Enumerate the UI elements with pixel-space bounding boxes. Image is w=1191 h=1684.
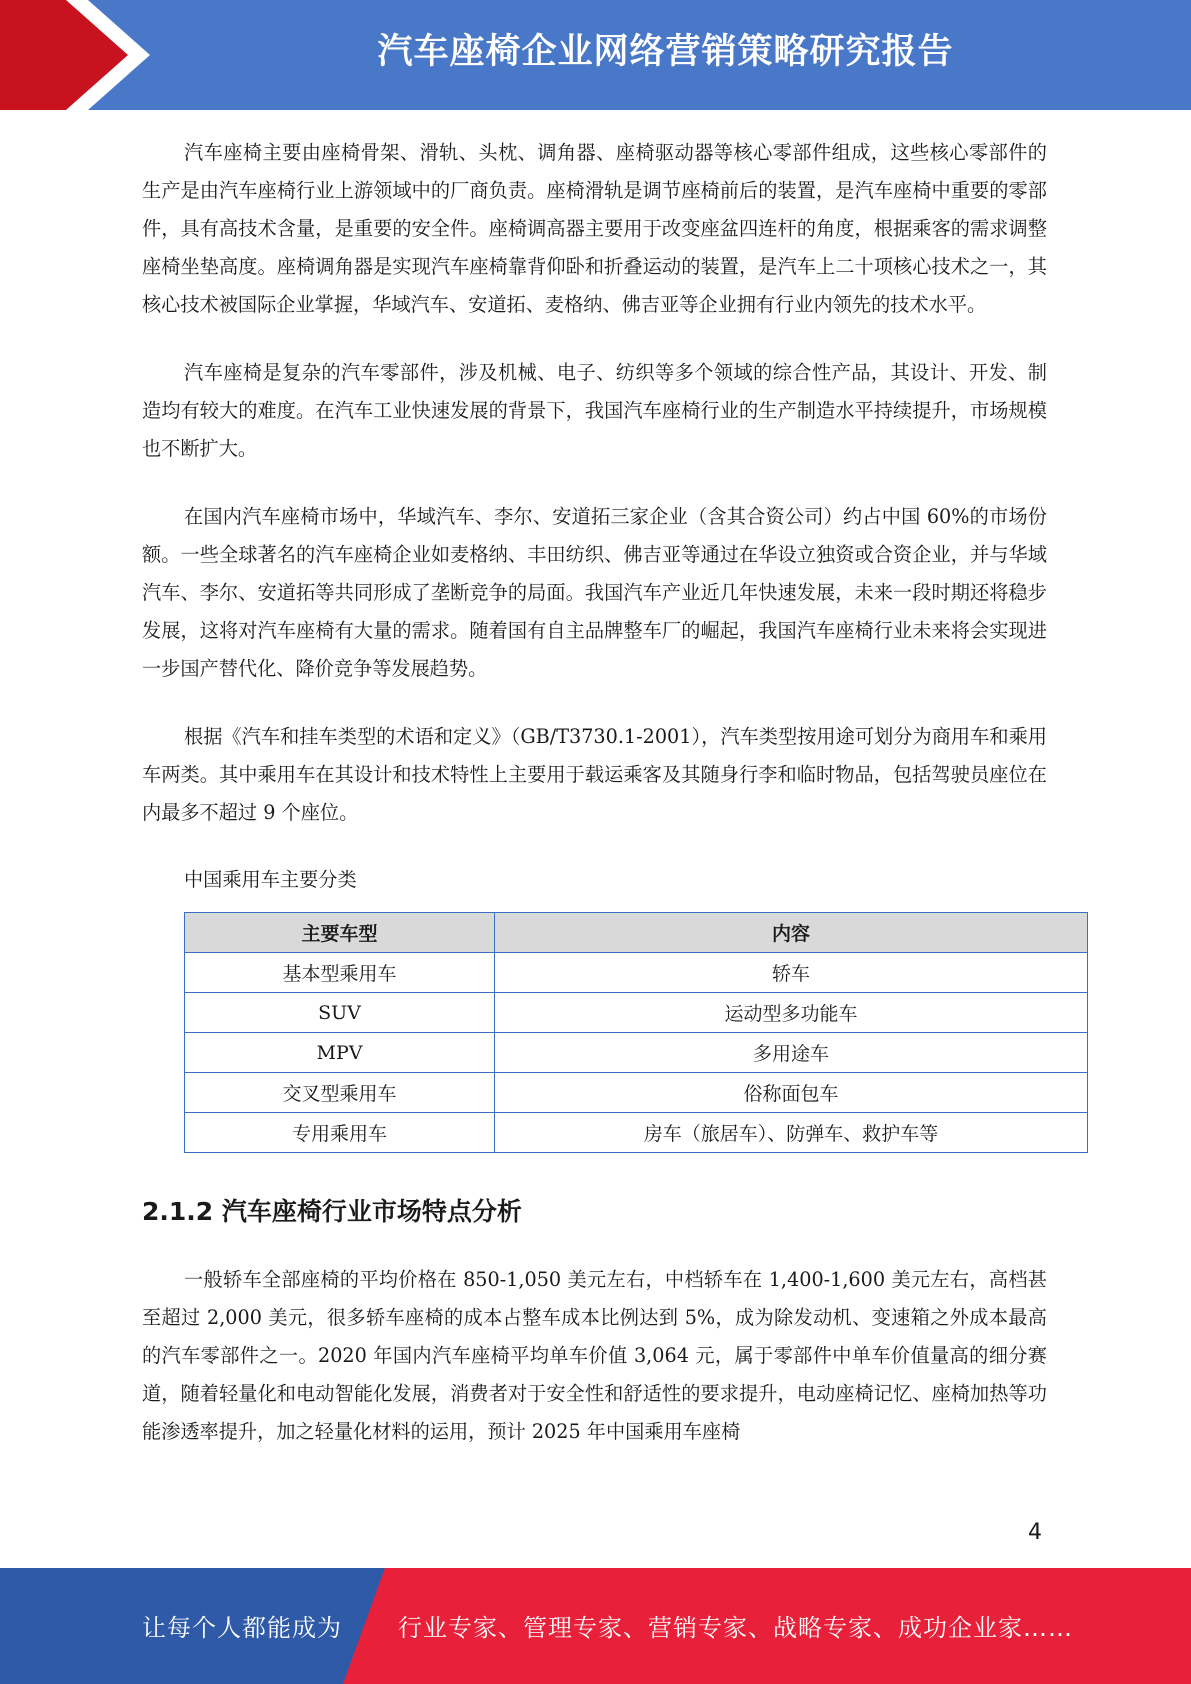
table-row: [185, 1033, 1088, 1073]
table-row: [185, 1113, 1088, 1153]
table-row: [185, 993, 1088, 1033]
page-content: [142, 134, 1047, 1481]
footer-slogan-right: 行业专家、管理专家、营销专家、战略专家、成功企业家……: [398, 1614, 1073, 1642]
table-cell-type: 基本型乘用车: [185, 953, 495, 993]
body-paragraph-2: 汽车座椅是复杂的汽车零部件，涉及机械、电子、纺织等多个领域的综合性产品，其设计、开发、制造均有较大的难度。在汽车工业快速发展的背景下，我国汽车座椅行业的生产制造水平持续提升，市场规模也不断扩大。: [142, 361, 1047, 460]
table-cell-content: 俗称面包车: [495, 1073, 1088, 1113]
table-cell-type: MPV: [185, 1033, 495, 1073]
table-header-cell: 主要车型: [185, 913, 495, 953]
section-paragraph: 一般轿车全部座椅的平均价格在 850-1,050 美元左右，中档轿车在 1,400-1,600 美元左右，高档甚至超过 2,000 美元，很多轿车座椅的成本占整车成本比例达到 5%，成为除发动机、变速箱之外成本最高的汽车零部件之一。2020 年国内汽车座椅平均单车价值 3,064 元，属于零部件中单车价值量高的细分赛道，随着轻量化和电动智能化发展，消费者对于安全性和舒适性的要求提升，电动座椅记忆、座椅加热等功能渗透率提升，加之轻量化材料的运用，预计 2025 年中国乘用车座椅: [142, 1268, 1047, 1443]
table-cell-type: SUV: [185, 993, 495, 1033]
table-cell-content: 运动型多功能车: [495, 993, 1088, 1033]
page-footer: [0, 1568, 1191, 1684]
body-paragraph-1: 汽车座椅主要由座椅骨架、滑轨、头枕、调角器、座椅驱动器等核心零部件组成，这些核心零部件的生产是由汽车座椅行业上游领域中的厂商负责。座椅滑轨是调节座椅前后的装置，是汽车座椅中重要的零部件，具有高技术含量，是重要的安全件。座椅调高器主要用于改变座盆四连杆的角度，根据乘客的需求调整座椅坐垫高度。座椅调角器是实现汽车座椅靠背仰卧和折叠运动的装置，是汽车上二十项核心技术之一，其核心技术被国际企业掌握，华域汽车、安道拓、麦格纳、佛吉亚等企业拥有行业内领先的技术水平。: [142, 141, 1047, 316]
body-paragraph-3: 在国内汽车座椅市场中，华域汽车、李尔、安道拓三家企业（含其合资公司）约占中国 60%的市场份额。一些全球著名的汽车座椅企业如麦格纳、丰田纺织、佛吉亚等通过在华设立独资或合资企业，并与华域汽车、李尔、安道拓等共同形成了垄断竞争的局面。我国汽车产业近几年快速发展，未来一段时期还将稳步发展，这将对汽车座椅有大量的需求。随着国有自主品牌整车厂的崛起，我国汽车座椅行业未来将会实现进一步国产替代化、降价竞争等发展趋势。: [142, 505, 1047, 680]
table-cell-type: 交叉型乘用车: [185, 1073, 495, 1113]
page-number: 4: [1028, 1520, 1042, 1545]
table-caption: 中国乘用车主要分类: [184, 868, 357, 891]
body-paragraph-4: 根据《汽车和挂车类型的术语和定义》（GB/T3730.1-2001），汽车类型按用途可划分为商用车和乘用车两类。其中乘用车在其设计和技术特性上主要用于载运乘客及其随身行李和临时物品，包括驾驶员座位在内最多不超过 9 个座位。: [142, 725, 1047, 824]
table-cell-content: 多用途车: [495, 1033, 1088, 1073]
section-heading: 2.1.2 汽车座椅行业市场特点分析: [142, 1197, 522, 1226]
table-cell-content: 轿车: [495, 953, 1088, 993]
table-cell-type: 专用乘用车: [185, 1113, 495, 1153]
footer-slogan-left: 让每个人都能成为: [142, 1614, 342, 1642]
table-row: [185, 1073, 1088, 1113]
table-cell-content: 房车（旅居车）、防弹车、救护车等: [495, 1113, 1088, 1153]
table-header-row: [185, 913, 1088, 953]
table-header-cell: 内容: [495, 913, 1088, 953]
table-row: [185, 953, 1088, 993]
vehicle-classification-table: [184, 912, 1088, 1153]
document-title: 汽车座椅企业网络营销策略研究报告: [377, 32, 954, 72]
page-header: [0, 0, 1191, 110]
